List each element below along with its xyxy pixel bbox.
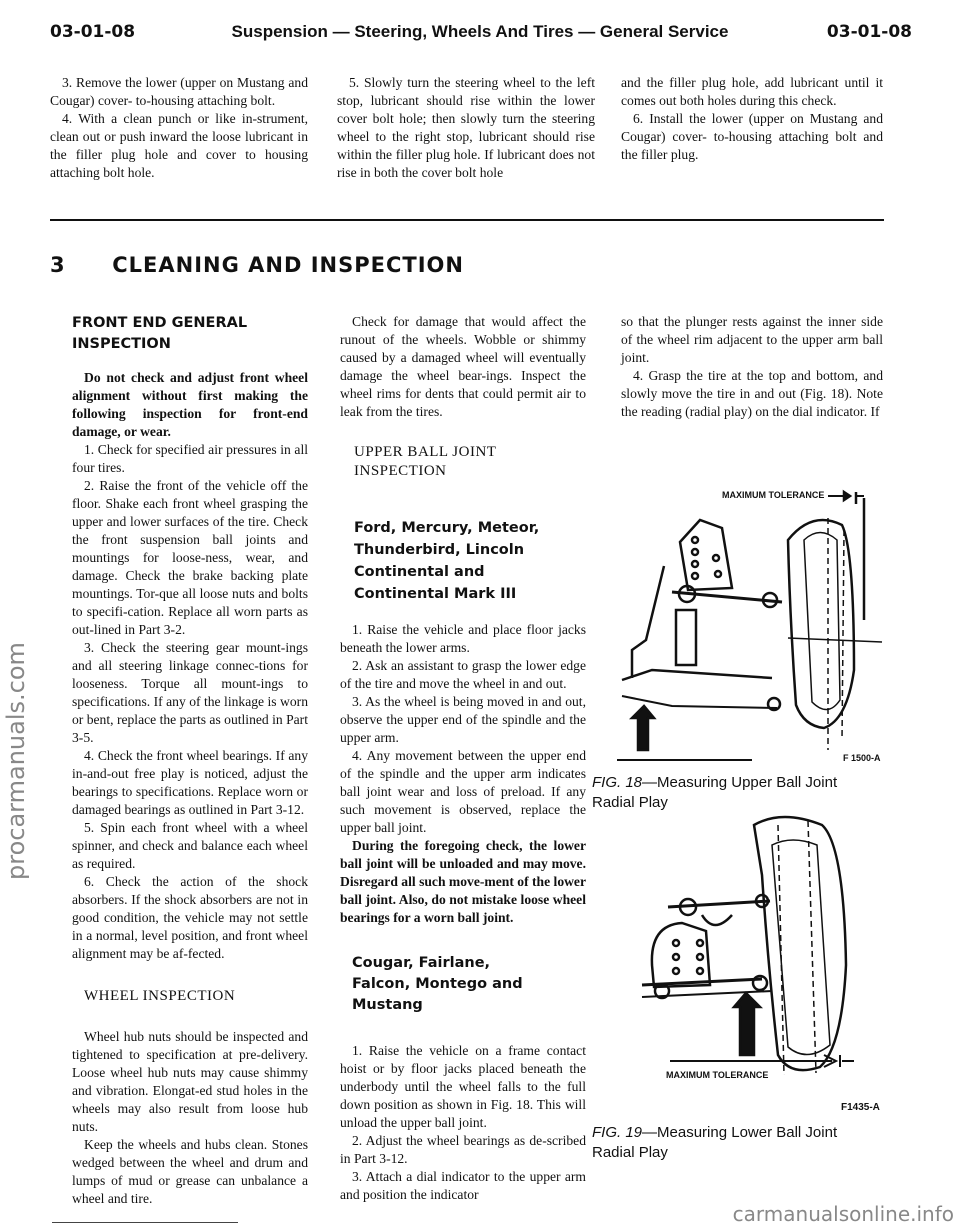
vehicle-models-subheading-2: Cougar, Fairlane, Falcon, Montego and Mustang [352,955,523,1013]
figure-19-caption [592,1123,882,1163]
bottom-scan-line [52,1222,238,1223]
paragraph: 1. Check for specified air pressures in all four tires. [72,442,308,475]
paragraph: 4. With a clean punch or like in-strument, clean out or push inward the loose lubricant in the filler plug hole and cover to housing attaching bolt hole. [50,111,308,180]
paragraph: 1. Raise the vehicle on a frame contact hoist or by floor jacks placed beneath the underbody until the wheel falls to the full down position as shown in Fig. 18. This will unload the upper ball joint. [340,1043,586,1130]
max-tolerance-label: MAXIMUM TOLERANCE [666,1070,769,1080]
figure-caption-text: —Measuring Upper Ball Joint Radial Play [592,774,838,811]
figure-caption-text: —Measuring Lower Ball Joint Radial Play [592,1124,838,1161]
upper-ball-joint-diagram [592,470,892,770]
section-number: 3 [50,253,66,277]
paragraph: Wheel hub nuts should be inspected and tightened to specification at pre-delivery. Loose wheel hub nuts may cause shimmy and vibration. Elongat-ed stud holes in the wheels may also result from loose hub nuts. [72,1029,308,1134]
paragraph: 4. Any movement between the upper end of the spindle and the upper arm indicates ball joint wear and loss of preload. If any such movement is observed, replace the upper ball joint. [340,748,586,835]
column-2 [340,313,586,1204]
upper-ball-joint-heading: UPPER BALL JOINT INSPECTION [354,444,497,479]
paragraph: Keep the wheels and hubs clean. Stones wedged between the wheel and drum and lumps of mud or grease can unbalance a wheel and tire. [72,1137,308,1206]
front-end-inspection-heading: FRONT END GENERAL INSPECTION [72,315,248,352]
paragraph: 3. Attach a dial indicator to the upper arm and position the indicator [340,1169,586,1202]
side-watermark [0,360,28,880]
figure-number: FIG. 19 [592,1124,643,1141]
paragraph: Check for damage that would affect the runout of the wheels. Wobble or shimmy caused by a damaged wheel will eventually damage the wheel bear-ings. Inspect the wheel rims for dents that could permit air to leak from the tires. [340,314,586,419]
paragraph: 2. Ask an assistant to grasp the lower edge of the tire and move the wheel in and out. [340,658,586,691]
side-watermark-text: procarmanuals.com [2,642,30,880]
paragraph: 4. Grasp the tire at the top and bottom, and slowly move the tire in and out (Fig. 18). Note the reading (radial play) on the dial indicator. If [621,368,883,419]
figure-19 [592,815,892,1115]
column-1 [72,313,308,1208]
vehicle-models-subheading: Ford, Mercury, Meteor, Thunderbird, Lincoln Continental and Continental Mark III [354,520,540,602]
paragraph: 5. Slowly turn the steering wheel to the left stop, lubricant should rise within the lower cover bolt hole; then slowly turn the steering wheel to the right stop, lubricant should rise within the filler plug hole. If lubricant does not rise in both the cover bolt hole [337,75,595,180]
caution-note: During the foregoing check, the lower ball joint will be unloaded and may move. Disregard all such move-ment of the lower ball joint. Also, do not mistake loose wheel bearings for a worn ball joint. [340,838,586,925]
paragraph: and the filler plug hole, add lubricant until it comes out both holes during this check. [621,75,883,108]
page-title: Suspension — Steering, Wheels And Tires — General Service [231,22,729,41]
paragraph: 1. Raise the vehicle and place floor jacks beneath the lower arms. [340,622,586,655]
paragraph: 6. Check the action of the shock absorbers. If the shock absorbers are not in good condition, the vehicle may not settle in a normal, level position, and front wheel alignment may be af-fected. [72,874,308,961]
max-tolerance-label: MAXIMUM TOLERANCE [722,490,825,500]
top-column-1 [50,74,308,182]
paragraph: 4. Check the front wheel bearings. If any in-and-out free play is noticed, adjust the bearings to specifications. Replace worn or damaged bearings as outlined in Part 3-12. [72,748,308,817]
figure-18-caption [592,773,882,813]
footer-watermark: carmanualsonline.info [732,1202,954,1226]
intro-paragraph: Do not check and adjust front wheel alignment without first making the following inspection for front-end damage, or wear. [72,370,308,439]
paragraph: 3. Check the steering gear mount-ings and all steering linkage connec-tions for looseness. Torque all mount-ings to specifications. If any of the linkage is worn or bent, replace the parts as outlined in Part 3-5. [72,640,308,745]
section-title: CLEANING AND INSPECTION [112,253,464,277]
figure-code: F 1500-A [843,753,881,763]
paragraph: 3. Remove the lower (upper on Mustang and Cougar) cover- to-housing attaching bolt. [50,75,308,108]
top-column-3 [621,74,883,164]
wheel-inspection-heading: WHEEL INSPECTION [84,988,236,1004]
figure-code: F1435-A [841,1102,880,1113]
paragraph: 2. Adjust the wheel bearings as de-scribed in Part 3-12. [340,1133,586,1166]
paragraph: 3. As the wheel is being moved in and out, observe the upper end of the spindle and the upper arm. [340,694,586,745]
figure-18 [592,470,892,770]
page-number-right: 03-01-08 [826,22,912,42]
paragraph: 5. Spin each front wheel with a wheel spinner, and check and balance each wheel as required. [72,820,308,871]
section-heading [50,253,464,277]
top-column-2 [337,74,595,182]
paragraph: 6. Install the lower (upper on Mustang and Cougar) cover- to-housing attaching bolt and the filler plug. [621,111,883,162]
paragraph: so that the plunger rests against the inner side of the wheel rim adjacent to the upper arm ball joint. [621,314,883,365]
section-divider [50,219,884,221]
paragraph: 2. Raise the front of the vehicle off the floor. Shake each front wheel grasping the upper and lower surfaces of the tire. Check the front suspension ball joints and mountings for loose-ness, wear, and damage. Check the brake backing plate mountings. Tor-que all loose nuts and bolts to specifi-cation. Replace all worn parts as out-lined in Part 3-2. [72,478,308,637]
column-3 [621,313,883,421]
figure-number: FIG. 18 [592,774,643,791]
page-number-left: 03-01-08 [50,22,136,42]
